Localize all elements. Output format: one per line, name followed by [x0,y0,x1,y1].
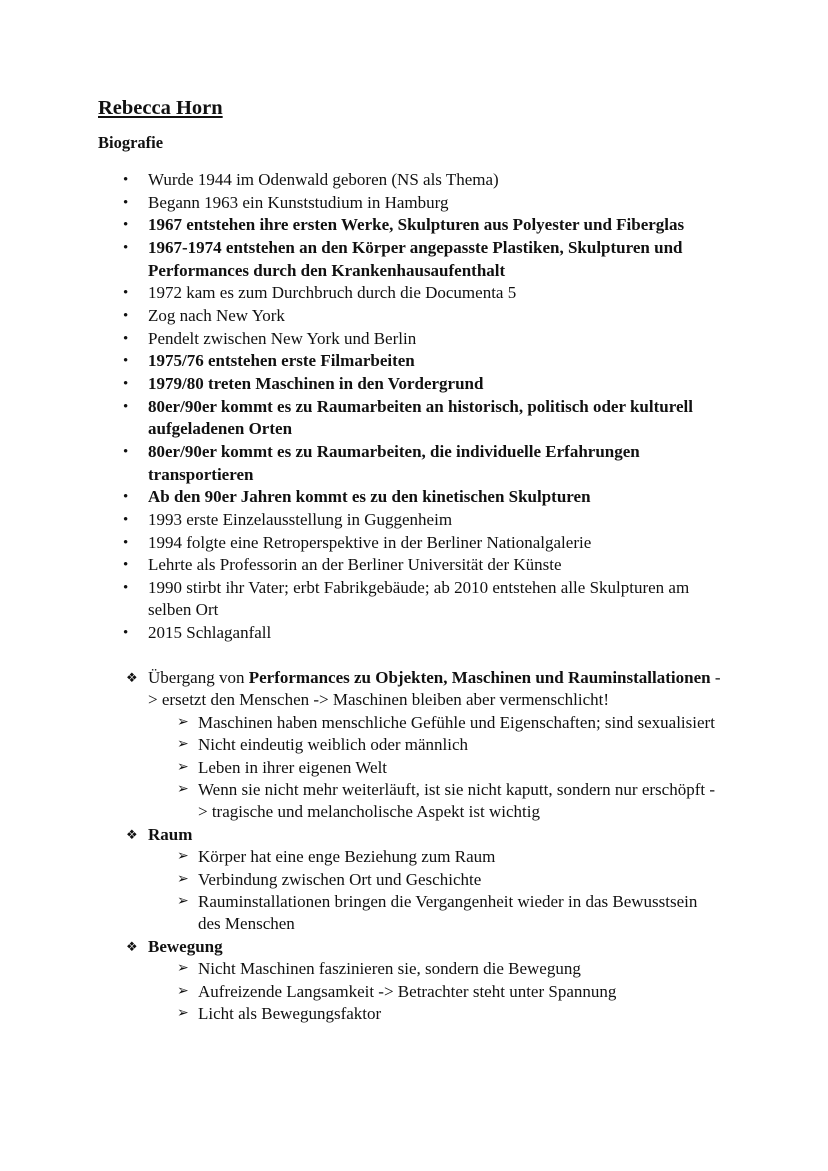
diamond-bullet-icon: ❖ [126,826,138,842]
biography-item-text: 1967 entstehen ihre ersten Werke, Skulpturen aus Polyester und Fiberglas [148,215,685,235]
theme-subitem-text: Licht als Bewegungsfaktor [198,1004,382,1024]
biography-item [123,532,728,555]
theme-subitem-text: Aufreizende Langsamkeit -> Betrachter steht unter Spannung [198,981,617,1001]
biography-item-text: Lehrte als Professorin an der Berliner Universität der Künste [148,555,562,575]
biography-item [123,214,728,237]
theme-subitem-text: Leben in ihrer eigenen Welt [198,757,388,777]
biography-item [123,486,728,509]
theme-subitem [177,846,718,868]
bullet-dot-icon: • [123,398,129,415]
bullet-dot-icon: • [123,534,129,551]
biography-item [123,237,728,282]
bullet-dot-icon: • [123,511,129,528]
biography-item [123,328,728,351]
biography-item-text: 1972 kam es zum Durchbruch durch die Documenta 5 [148,283,517,303]
bullet-dot-icon: • [123,557,129,574]
biography-item-text: 80er/90er kommt es zu Raumarbeiten an historisch, politisch oder kulturell aufgeladenen Orten [148,396,693,439]
themes-list [0,667,760,1026]
biography-item [123,509,728,532]
biography-list [0,169,760,645]
biography-item-text: 1979/80 treten Maschinen in den Vordergrund [148,373,484,393]
biography-item-text: Wurde 1944 im Odenwald geboren (NS als Thema) [148,170,499,189]
arrowhead-bullet-icon: ➢ [177,782,189,798]
bullet-dot-icon: • [123,375,129,392]
theme-subitem-text: Wenn sie nicht mehr weiterläuft, ist sie nicht kaputt, sondern nur erschöpft -> tragische und melancholische Aspekt ist wichtig [198,780,715,822]
theme-text: Raum [148,824,193,844]
bullet-dot-icon: • [123,353,129,370]
arrowhead-bullet-icon: ➢ [177,759,189,775]
theme-subitem [177,891,718,936]
bullet-dot-icon: • [123,172,129,188]
theme-text: Übergang von [148,668,249,687]
bullet-dot-icon: • [123,443,129,460]
arrowhead-bullet-icon: ➢ [177,961,189,977]
bullet-dot-icon: • [123,285,129,302]
document-title: Rebecca Horn [98,97,223,119]
biography-item-text: 80er/90er kommt es zu Raumarbeiten, die individuelle Erfahrungen transportieren [148,441,640,484]
arrowhead-bullet-icon: ➢ [177,894,189,910]
bullet-dot-icon: • [123,489,129,506]
biography-item [123,622,728,645]
biography-item-text: 2015 Schlaganfall [148,623,272,643]
bullet-dot-icon: • [123,579,129,596]
theme-subitem [177,779,718,824]
biography-item [123,350,728,373]
biography-item-text: 1993 erste Einzelausstellung in Guggenheim [148,509,453,529]
biography-item [123,577,728,622]
bullet-dot-icon: • [123,239,129,256]
theme-item [126,936,728,958]
arrowhead-bullet-icon: ➢ [177,983,189,999]
arrowhead-bullet-icon: ➢ [177,849,189,865]
arrowhead-bullet-icon: ➢ [177,871,189,887]
theme-item [126,824,728,846]
theme-item [126,667,728,712]
biography-item [123,373,728,396]
biography-item [123,305,728,328]
arrowhead-bullet-icon: ➢ [177,714,189,730]
theme-subitem-text: Maschinen haben menschliche Gefühle und Eigenschaften; sind sexualisiert [198,712,715,732]
biography-item-text: Pendelt zwischen New York und Berlin [148,328,417,348]
arrowhead-bullet-icon: ➢ [177,737,189,753]
bullet-dot-icon: • [123,194,129,211]
biography-item [123,169,728,192]
bullet-dot-icon: • [123,217,129,234]
theme-subitem [177,757,718,779]
theme-subitem [177,712,718,734]
biography-item [123,192,728,215]
theme-subitem-text: Rauminstallationen bringen die Vergangenheit wieder in das Bewusstsein des Menschen [198,892,698,934]
theme-text: -> ersetzt den Menschen -> Maschinen bleiben aber vermenschlicht! [148,668,721,710]
biography-item-text: Zog nach New York [148,305,285,325]
bullet-dot-icon: • [123,307,129,324]
biography-item-text: 1990 stirbt ihr Vater; erbt Fabrikgebäude; ab 2010 entstehen alle Skulpturen am selben Ort [148,577,690,620]
biography-item-text: 1994 folgte eine Retroperspektive in der Berliner Nationalgalerie [148,532,592,552]
theme-subitem [177,958,718,980]
bullet-dot-icon: • [123,330,129,347]
biography-item-text: Begann 1963 ein Kunststudium in Hamburg [148,192,449,212]
section-heading-biografie: Biografie [98,133,164,152]
diamond-bullet-icon: ❖ [126,670,138,685]
theme-subitem-text: Nicht eindeutig weiblich oder männlich [198,735,469,755]
theme-text: Performances zu Objekten, Maschinen und Rauminstallationen [248,668,711,687]
biography-item-text: 1975/76 entstehen erste Filmarbeiten [148,351,415,371]
theme-subitem-text: Verbindung zwischen Ort und Geschichte [198,869,482,889]
theme-subitem [177,1003,718,1025]
biography-item-text: 1967-1974 entstehen an den Körper angepasste Plastiken, Skulpturen und Performances durch den Krankenhausaufenthalt [148,237,683,280]
arrowhead-bullet-icon: ➢ [177,1006,189,1022]
theme-subitem-text: Nicht Maschinen faszinieren sie, sondern die Bewegung [198,959,581,979]
biography-item [123,282,728,305]
theme-subitem [177,981,718,1003]
biography-item-text: Ab den 90er Jahren kommt es zu den kinetischen Skulpturen [148,487,591,507]
theme-text: Bewegung [148,936,223,956]
biography-item [123,441,728,486]
theme-subitem [177,869,718,891]
biography-item [123,396,728,441]
diamond-bullet-icon: ❖ [126,938,138,954]
theme-subitem-text: Körper hat eine enge Beziehung zum Raum [198,847,496,867]
bullet-dot-icon: • [123,625,129,642]
biography-item [123,554,728,577]
theme-subitem [177,734,718,756]
